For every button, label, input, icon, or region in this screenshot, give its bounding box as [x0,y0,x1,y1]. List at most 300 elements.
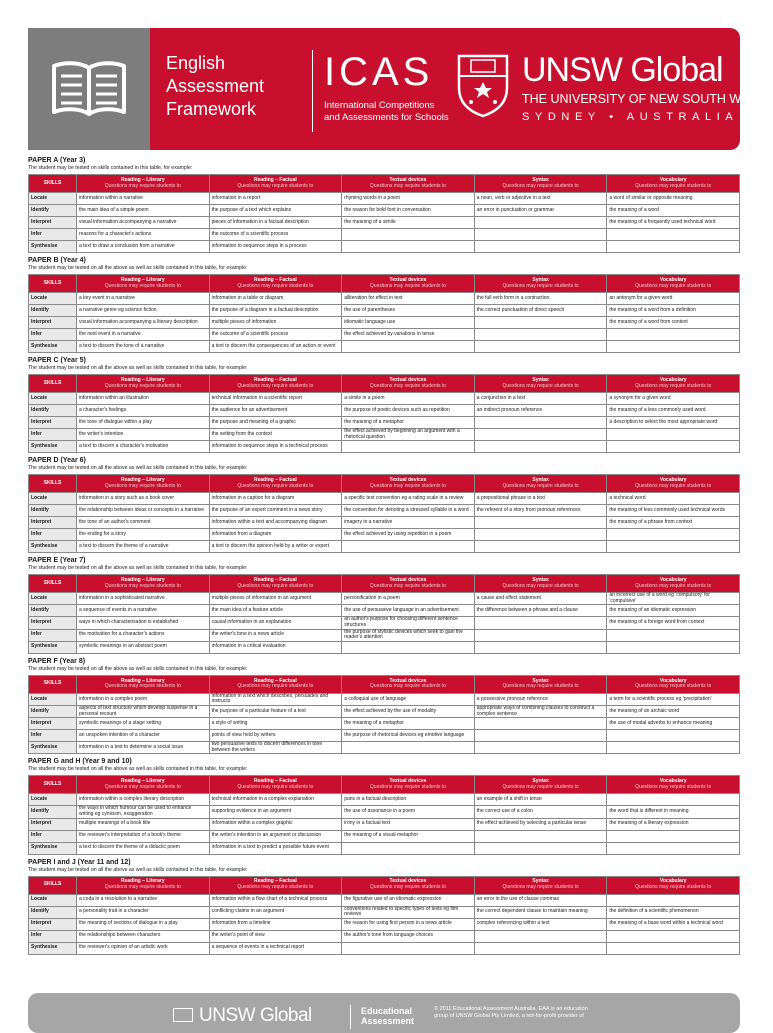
skill-label: Identify [29,505,77,517]
skills-table [28,374,740,453]
column-header-name: Textual devices [389,577,427,584]
skill-label: Infer [29,930,77,942]
column-header-subtitle: Questions may require students to [369,482,447,489]
column-header-name: Vocabulary [659,577,687,584]
column-header-name: Syntax [532,878,549,885]
table-cell: the purpose of a diagram in a factual description [209,305,342,317]
skill-label: Infer [29,730,77,742]
column-header-subtitle: Questions may require students to [502,382,579,389]
paper-intro: The student may be tested on all the above as well as skills contained in this table, for example: [28,766,248,773]
column-header [474,375,607,393]
column-header-subtitle: Questions may require students to [502,582,579,589]
table-cell: information in a story such as a book cover [77,493,210,505]
table-cell [342,942,475,954]
table-cell [474,830,607,842]
column-header [607,876,740,894]
column-header-name: Vocabulary [659,376,687,383]
column-header [77,475,210,493]
paper-intro: The student may be tested on all the above as well as skills contained in this table, for example: [28,665,248,672]
table-cell: an author's purpose for choosing different sentence structures [342,617,475,629]
column-header-name: Textual devices [389,878,427,885]
table-cell: symbolic meanings in an abstract poem [77,641,210,653]
table-cell: aspects of text structure which develop suspense in a personal recount [77,705,210,717]
column-header-name: Vocabulary [659,477,687,484]
table-row [29,842,740,854]
table-cell: a text to discern the theme of a narrative [77,541,210,553]
table-cell: the reviewer's opinion of an artistic work [77,942,210,954]
table-row [29,341,740,353]
table-cell: the writer's intention in an argument or discussion [209,830,342,842]
paper-intro: The student may be tested on skills contained in this table, for example: [28,165,193,171]
table-cell: the full verb form in a contraction [474,293,607,305]
table-cell: the referent of a story from pronoun references [474,505,607,517]
table-cell: information in a text to predict a possible future event [209,842,342,854]
column-header-subtitle: Questions may require students to [502,182,579,189]
table-cell [607,830,740,842]
skill-label: Infer [29,329,77,341]
table-cell: an example of a shift in tense [474,794,607,806]
column-header-subtitle: Questions may require students to [635,182,712,189]
table-cell: conflicting claims in an argument [209,906,342,918]
skills-table [28,675,740,755]
table-cell: the ways in which humour can be used to enhance writing eg cynicism, exaggeration [77,806,210,818]
table-cell: a text to discern the opinion held by a writer or expert [209,541,342,553]
column-header-name: Syntax [532,778,549,785]
column-header-subtitle: Questions may require students to [369,884,447,890]
column-header-name: Reading – Literary [120,477,165,484]
table-cell: a conjunction in a text [474,393,607,405]
table-cell: ways in which characterisation is established [77,617,210,629]
table-cell: a character's feelings [77,405,210,417]
column-header-subtitle: Questions may require students to [635,783,712,790]
column-header [209,475,342,493]
column-header [607,275,740,293]
table-cell [342,541,475,553]
column-header [209,876,342,894]
column-header [474,475,607,493]
column-header-subtitle: Questions may require students to [502,683,579,690]
column-header-subtitle: Questions may require students to [369,582,447,589]
column-header-subtitle: Questions may require students to [237,683,314,690]
table-cell: a possessive pronoun reference [474,693,607,705]
table-cell [607,429,740,441]
column-header-name: Reading – Factual [253,176,297,183]
skill-label: Interpret [29,918,77,930]
table-cell: the effect achieved by the use of modality [342,705,475,717]
skills-header: SKILLS [29,776,77,794]
table-cell: imagery in a narrative [342,517,475,529]
table-cell: the writer's point of view [209,930,342,942]
table-cell [607,229,740,241]
table-cell [607,541,740,553]
table-cell [474,718,607,730]
table-cell: information from a timeline [209,918,342,930]
column-header-name: Vocabulary [659,778,687,785]
table-row [29,705,740,717]
skills-header: SKILLS [29,275,77,293]
header-divider [312,50,313,132]
column-header [77,776,210,794]
table-cell [607,942,740,954]
paper-title: PAPER F (Year 8) [28,657,86,665]
column-header [209,175,342,193]
column-header-name: Reading – Factual [253,778,297,785]
skill-label: Interpret [29,718,77,730]
table-cell: personification in a poem [342,593,475,605]
column-header [77,175,210,193]
table-cell: two persuasive texts to discern differences in tone between the writers [209,742,342,754]
footer-copyright-line: © 2011 Educational Assessment Australia. EAA is an education [434,1006,588,1012]
title-line: English [166,53,226,73]
column-header-name: Syntax [532,577,549,584]
table-cell: the effect achieved by variations in tense [342,329,475,341]
table-cell: the effect achieved by beginning an argument with a rhetorical question [342,429,475,441]
table-cell [474,341,607,353]
header-banner [28,28,773,150]
column-header [474,575,607,593]
table-cell: appropriate ways of combining clauses to construct a complex sentence [474,705,607,717]
table-cell [607,641,740,653]
skill-label: Locate [29,293,77,305]
table-cell: information within a complex literary description [77,794,210,806]
table-cell [607,730,740,742]
skill-label: Identify [29,806,77,818]
book-icon-tile [28,28,150,150]
table-cell: supporting evidence in an argument [209,806,342,818]
table-header-row [29,575,740,593]
table-header-row [29,175,740,193]
table-cell: a technical word [607,493,740,505]
table-cell [474,942,607,954]
table-cell: the meaning of a simile [342,217,475,229]
table-cell: the effect achieved by selecting a particular tense [474,818,607,830]
table-cell: information within a flow chart of a technical process [209,894,342,906]
column-header-subtitle: Questions may require students to [502,282,579,289]
table-row [29,205,740,217]
table-row [29,629,740,641]
table-cell: the outcome of a scientific process [209,329,342,341]
skill-label: Identify [29,906,77,918]
column-header-subtitle: Questions may require students to [502,884,579,890]
table-cell: an unspoken intention of a character [77,730,210,742]
column-header-name: Reading – Literary [120,677,165,684]
table-cell: the author's tone from language choices [342,930,475,942]
table-cell [342,241,475,253]
table-cell: the purpose of rhetorical devices eg emotive language [342,730,475,742]
skill-label: Infer [29,429,77,441]
table-row [29,794,740,806]
skill-label: Infer [29,830,77,842]
column-header-name: Reading – Factual [253,677,297,684]
table-cell: idiomatic language use [342,317,475,329]
table-row [29,429,740,441]
table-cell: a synonym for a given word [607,393,740,405]
paper-intro: The student may be tested on all the above as well as skills contained in this table, for example: [28,565,248,572]
table-cell: a personality trait in a character [77,906,210,918]
column-header-subtitle: Questions may require students to [104,382,181,389]
table-header-row [29,675,740,693]
table-cell: the meaning of a metaphor [342,718,475,730]
table-row [29,830,740,842]
column-header [209,776,342,794]
column-header-subtitle: Questions may require students to [237,382,314,389]
column-header [342,776,475,794]
papers-container [28,153,740,955]
column-header-name: Reading – Factual [253,477,297,484]
column-header-name: Syntax [532,677,549,684]
table-row [29,806,740,818]
skill-label: Identify [29,205,77,217]
table-cell: visual information accompanying a narrative [77,217,210,229]
skill-label: Locate [29,493,77,505]
table-row [29,617,740,629]
column-header [607,776,740,794]
table-row [29,918,740,930]
table-row [29,517,740,529]
table-cell: a cause and effect statement [474,593,607,605]
book-icon [50,58,128,118]
column-header-subtitle: Questions may require students to [502,482,579,489]
table-cell: the purpose of an expert comment in a news story [209,505,342,517]
column-header-name: Textual devices [389,376,427,383]
title-line: Assessment [166,76,265,96]
table-row [29,529,740,541]
table-cell: multiple meanings of a book title [77,818,210,830]
unsw-logo [522,50,773,123]
column-header-name: Syntax [532,376,549,383]
table-cell: information within a text and accompanying diagram [209,517,342,529]
column-header-subtitle: Questions may require students to [237,482,314,489]
table-cell [607,241,740,253]
column-header [342,175,475,193]
table-cell: the use of persuasive language in an advertisement [342,605,475,617]
table-cell: information in a text which describes, persuades and instructs [209,693,342,705]
table-cell [474,930,607,942]
table-cell: the reason for using first person in a news article [342,918,475,930]
table-cell: information in a sophisticated narrative [77,593,210,605]
table-header-row [29,375,740,393]
table-cell [474,329,607,341]
table-cell: the main idea of a feature article [209,605,342,617]
table-cell: reasons for a character's actions [77,229,210,241]
table-cell: information from a diagram [209,529,342,541]
table-row [29,317,740,329]
table-cell: the tone of an author's comment [77,517,210,529]
skill-label: Synthesise [29,241,77,253]
table-cell: a coda in a resolution to a narrative [77,894,210,906]
table-cell: the difference between a phrase and a clause [474,605,607,617]
column-header-subtitle: Questions may require students to [104,783,181,790]
footer-logo-text: UNSW Global [199,1005,312,1026]
table-cell: a description to select the most appropriate word [607,417,740,429]
skill-label: Locate [29,193,77,205]
table-cell: information in a critical evaluation [209,641,342,653]
table-row [29,718,740,730]
column-header [474,776,607,794]
table-header-row [29,776,740,794]
table-row [29,593,740,605]
table-cell: an incorrect use of a word eg 'compulsory' for 'compulsive' [607,593,740,605]
column-header [474,275,607,293]
table-cell: the convention for denoting a stressed syllable in a word [342,505,475,517]
table-cell: the meaning of an idiomatic expression [607,605,740,617]
table-cell: information to sequence steps in a process [209,241,342,253]
column-header [342,275,475,293]
table-header-row [29,876,740,894]
skills-table [28,876,740,955]
table-cell: the audience for an advertisement [209,405,342,417]
skill-label: Locate [29,393,77,405]
table-row [29,541,740,553]
column-header-subtitle: Questions may require students to [104,683,181,690]
table-cell: the ending for a story [77,529,210,541]
column-header-name: Vocabulary [659,176,687,183]
table-row [29,906,740,918]
column-header-subtitle: Questions may require students to [369,382,447,389]
column-header-subtitle: Questions may require students to [104,182,181,189]
column-header-subtitle: Questions may require students to [635,482,712,489]
table-cell: the meaning of sections of dialogue in a play [77,918,210,930]
paper-intro: The student may be tested on all the above as well as skills contained in this table, for example: [28,265,248,271]
table-row [29,217,740,229]
paper-title: PAPER B (Year 4) [28,257,86,264]
footer-crest-icon [173,1008,193,1022]
table-cell: the purpose of stylistic devices which seek to gain the reader's attention [342,629,475,641]
table-row [29,605,740,617]
table-cell [607,894,740,906]
table-cell: the reviewer's interpretation of a book's theme [77,830,210,842]
column-header-name: Textual devices [389,778,427,785]
skills-table [28,574,740,654]
column-header-subtitle: Questions may require students to [635,683,712,690]
table-cell: information within a complex graphic [209,818,342,830]
table-cell: the word that is different in meaning [607,806,740,818]
paper-intro: The student may be tested on all the above as well as skills contained in this table, for example: [28,866,248,873]
table-cell: a text to discern a character's motivation [77,441,210,453]
table-cell: a sequence of events in a technical report [209,942,342,954]
table-row [29,193,740,205]
table-cell: the purpose of a text which explains [209,205,342,217]
table-cell: the writer's tone in a news article [209,629,342,641]
table-row [29,241,740,253]
column-header-name: Textual devices [389,677,427,684]
column-header [342,575,475,593]
table-row [29,894,740,906]
table-cell [607,341,740,353]
table-cell: the correct use of a colon [474,806,607,818]
table-row [29,493,740,505]
table-cell: a specific text convention eg a rating scale in a review [342,493,475,505]
column-header [342,876,475,894]
paper-intro: The student may be tested on all the above as well as skills contained in this table, for example: [28,365,248,371]
table-cell [474,441,607,453]
unsw-location: SYDNEY • AUSTRALIA [522,111,739,123]
table-cell: technical information in a complex explanation [209,794,342,806]
column-header-name: Textual devices [389,176,427,183]
table-cell: irony in a factual text [342,818,475,830]
table-cell: the motivation for a character's actions [77,629,210,641]
table-cell [474,617,607,629]
column-header-subtitle: Questions may require students to [502,783,579,790]
paper-title: PAPER A (Year 3) [28,157,86,164]
table-cell [474,429,607,441]
table-cell: technical information in a scientific report [209,393,342,405]
table-cell [474,317,607,329]
table-cell: a sequence of events in a narrative [77,605,210,617]
table-cell [474,641,607,653]
table-row [29,441,740,453]
table-cell [474,241,607,253]
skill-label: Locate [29,693,77,705]
icas-subtitle-line: and Assessments for Schools [324,112,449,123]
table-cell: points of view held by writers [209,730,342,742]
column-header-name: Textual devices [389,477,427,484]
table-cell: the meaning of a base word within a technical word [607,918,740,930]
column-header [77,675,210,693]
table-cell [607,742,740,754]
table-cell: the main idea of a simple poem [77,205,210,217]
column-header [77,275,210,293]
column-header-subtitle: Questions may require students to [635,582,712,589]
table-cell: information within an illustration [77,393,210,405]
table-cell: a noun, verb or adjective in a text [474,193,607,205]
skill-label: Synthesise [29,942,77,954]
column-header [342,475,475,493]
skill-label: Synthesise [29,441,77,453]
table-cell: the meaning of a frequently used technical word [607,217,740,229]
icas-subtitle-line: International Competitions [324,100,435,111]
table-cell: the meaning of a visual metaphor [342,830,475,842]
table-cell: a text to draw a conclusion from a narrative [77,241,210,253]
skill-label: Synthesise [29,541,77,553]
table-cell [607,529,740,541]
table-cell: the purpose of a particular feature of a text [209,705,342,717]
skill-label: Interpret [29,317,77,329]
skill-label: Interpret [29,617,77,629]
column-header [474,175,607,193]
table-cell: multiple pieces of information [209,317,342,329]
table-cell: information within a narrative [77,193,210,205]
column-header [474,675,607,693]
table-cell: the use of assonance in a poem [342,806,475,818]
table-cell: the correct punctuation of direct speech [474,305,607,317]
skill-label: Infer [29,629,77,641]
skills-header: SKILLS [29,375,77,393]
column-header-name: Reading – Literary [120,276,165,283]
column-header-name: Reading – Literary [120,577,165,584]
table-cell: the meaning of less commonly used technical words [607,505,740,517]
column-header-subtitle: Questions may require students to [635,382,712,389]
skill-label: Locate [29,894,77,906]
column-header-name: Vocabulary [659,677,687,684]
table-cell: information in a table or diagram [209,293,342,305]
table-cell: causal information in an explanation [209,617,342,629]
table-cell: an error in punctuation or grammar [474,205,607,217]
paper-title: PAPER C (Year 5) [28,357,86,364]
table-cell [474,517,607,529]
skills-header: SKILLS [29,175,77,193]
table-cell: a colloquial use of language [342,693,475,705]
table-cell: information in a complex poem [77,693,210,705]
table-cell [607,794,740,806]
title-line: Framework [166,99,257,119]
paper-intro: The student may be tested on all the above as well as skills contained in this table, for example: [28,465,248,472]
table-cell [607,629,740,641]
table-cell [474,529,607,541]
column-header-subtitle: Questions may require students to [369,282,447,289]
table-row [29,730,740,742]
table-cell: symbolic meanings of a stage setting [77,718,210,730]
